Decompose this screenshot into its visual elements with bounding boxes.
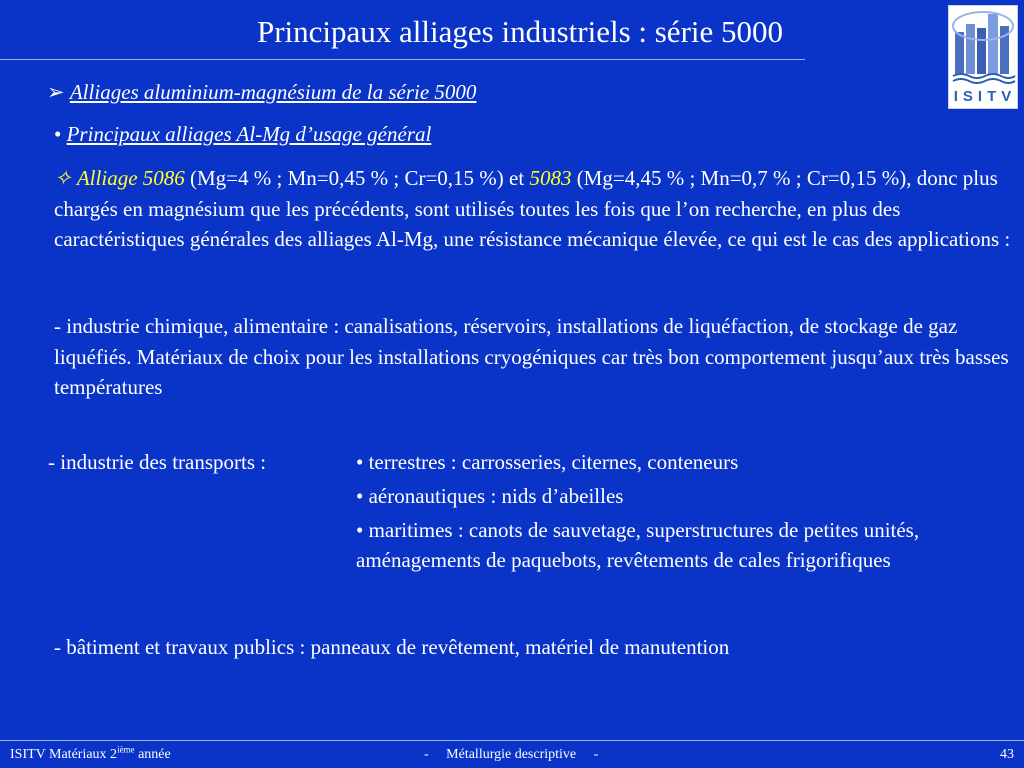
- transport-item-maritime: • maritimes : canots de sauvetage, superstructures de petites unités, aménagements de paquebots, revêtements de cales frigorifiques: [356, 518, 920, 572]
- paragraph-construction: - bâtiment et travaux publics : panneaux de revêtement, matériel de manutention: [54, 635, 730, 659]
- footer-course-sup: ième: [117, 744, 135, 755]
- heading-general-alloys: [54, 119, 431, 149]
- alloy-5086-composition: (Mg=4 % ; Mn=0,45 % ; Cr=0,15 %) et: [184, 166, 530, 190]
- star-bullet-icon: ✧: [54, 166, 72, 190]
- heading-general-alloys-text: Principaux alliages Al-Mg d’usage général: [66, 122, 432, 146]
- alloy-5083-label: 5083: [529, 166, 572, 190]
- arrow-bullet-icon: ➢: [47, 80, 65, 104]
- page-number: 43: [1000, 747, 1014, 762]
- footer-course: [10, 741, 171, 768]
- paragraph1-rest: (Mg=4,45 % ; Mn=0,7 % ; Cr=0,15 %), donc plus chargés en magnésium que les précédents, sont utilisés toutes les fois que l’on recherche, en plus des caractéristiques générales des alliages Al-Mg, une résistance mécanique élevée, ce qui est le cas des applications :: [54, 166, 1011, 251]
- paragraph-chemical-industry: - industrie chimique, alimentaire : canalisations, réservoirs, installations de liquéfaction, de stockage de gaz liquéfiés. Matériaux de choix pour les installations cryogéniques car très bon comportement jusqu’aux très basses températures: [54, 314, 1009, 399]
- transport-item-aeronautic: • aéronautiques : nids d’abeilles: [356, 484, 624, 508]
- transports-label: - industrie des transports :: [48, 450, 267, 474]
- title-divider: [0, 59, 805, 60]
- heading-series-5000-text: Alliages aluminium-magnésium de la série 5000: [69, 80, 477, 104]
- slide-title: Principaux alliages industriels : série 5000: [256, 14, 784, 49]
- logo-text: ISITV: [953, 88, 1017, 105]
- footer-subject: - Métallurgie descriptive -: [424, 747, 599, 762]
- alloy-5086-label: Alliage 5086: [76, 166, 185, 190]
- logo-buildings-icon: [949, 6, 1017, 86]
- transport-item-terrestrial: • terrestres : carrosseries, citernes, conteneurs: [356, 450, 739, 474]
- footer: [0, 740, 1024, 768]
- paragraph-alloy-5086-5083: [54, 163, 1014, 255]
- bullet-icon: •: [54, 122, 62, 146]
- heading-series-5000: [47, 77, 476, 107]
- footer-course-suffix: année: [134, 747, 171, 762]
- footer-course-prefix: ISITV Matériaux 2: [10, 747, 118, 762]
- isitv-logo: [948, 5, 1018, 109]
